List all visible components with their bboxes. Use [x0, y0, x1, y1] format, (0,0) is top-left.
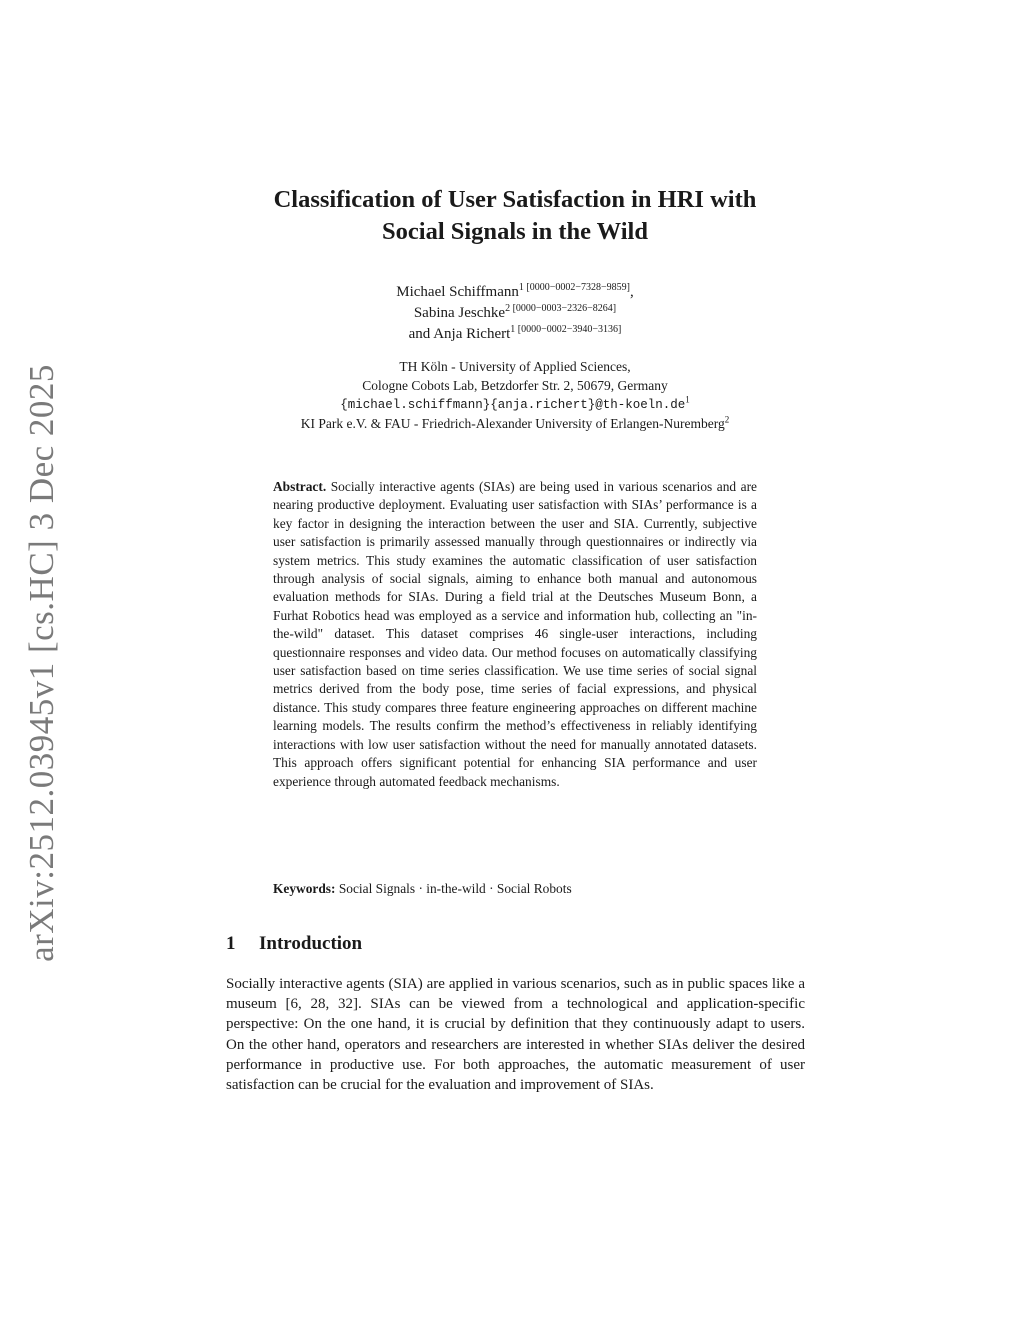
- author-name: and Anja Richert: [408, 326, 511, 342]
- abstract-label: Abstract.: [273, 479, 327, 494]
- introduction-paragraph: Socially interactive agents (SIA) are applied in various scenarios, such as in public spaces like a museum [6, 28, 32]. SIAs can be viewed from a technological and application-specific perspective: On the one hand, it is crucial by definition that they continuously adapt to users. On the other hand, operators and researchers are interested in whether SIAs deliver the desired performance in productive use. For both approaches, the automatic measurement of user satisfaction can be crucial for the evaluation and improvement of SIAs.: [226, 976, 805, 1094]
- paper-title-line-1: Classification of User Satisfaction in HRI with: [273, 186, 757, 213]
- author-line: [300, 303, 730, 324]
- section-title: Introduction: [259, 933, 363, 954]
- arxiv-identifier-stamp: [14, 364, 70, 962]
- author-separator: ,: [629, 284, 634, 300]
- keywords: [273, 880, 757, 898]
- arxiv-identifier-text: arXiv:2512.03945v1 [cs.HC] 3 Dec 2025: [22, 364, 62, 962]
- author-affiliation-orcid: 2 [0000−0003−2326−8264]: [505, 303, 617, 314]
- author-name: Michael Schiffmann: [396, 284, 519, 300]
- section-number: 1: [226, 933, 236, 954]
- section-heading: [226, 931, 362, 957]
- affiliation-marker: 2: [724, 414, 730, 424]
- keywords-label: Keywords:: [273, 881, 336, 896]
- author-name: Sabina Jeschke: [413, 305, 506, 321]
- affiliation-line: [200, 415, 830, 434]
- affiliation-line: TH Köln - University of Applied Sciences,: [399, 359, 631, 374]
- abstract-text: Socially interactive agents (SIAs) are being used in various scenarios and are nearing productive deployment. Evaluating user satisfaction with SIAs’ performance is a key factor in designing the interaction between the user and SIA. Currently, subjective user satisfaction is primarily assessed manually through questionnaires or indirectly via system metrics. This study examines the automatic classification of user satisfaction through analysis of social signals, aiming to enhance both manual and autonomous evaluation methods for SIAs. During a field trial at the Deutsches Museum Bonn, a Furhat Robotics head was employed as a service and information hub, collecting an "in-the-wild" dataset. This dataset comprises 46 single-user interactions, including questionnaire responses and video data. Our method focuses on automatically classifying user satisfaction based on time series classification. We use time series of social signal metrics derived from the body pose, time series of facial expressions, and physical distance. This study compares three feature engineering approaches on different machine learning models. The results confirm the method’s effectiveness in reliably identifying interactions with low user satisfaction without the need for manually annotated datasets. This approach offers significant potential for enhancing SIA performance and user experience through automated feedback mechanisms.: [273, 479, 757, 789]
- author-affiliation-orcid: 1 [0000−0002−7328−9859]: [518, 282, 630, 293]
- abstract: [273, 478, 757, 791]
- author-line: [300, 282, 730, 303]
- author-affiliation-orcid: 1 [0000−0002−3940−3136]: [510, 324, 622, 335]
- affiliation-second-institution: KI Park e.V. & FAU - Friedrich-Alexander University of Erlangen-Nuremberg: [300, 415, 725, 431]
- email-affiliation-marker: 1: [685, 394, 690, 405]
- keywords-text: Social Signals · in-the-wild · Social Robots: [338, 881, 572, 896]
- author-list: [300, 282, 730, 345]
- email-addresses: {michael.schiffmann}{anja.richert}@th-koeln.de: [340, 398, 686, 412]
- affiliations: [200, 358, 830, 433]
- affiliation-emails: [200, 395, 830, 415]
- paper-title: [200, 184, 830, 248]
- paper-title-line-2: Social Signals in the Wild: [382, 218, 648, 245]
- author-line: [300, 324, 730, 345]
- affiliation-line: Cologne Cobots Lab, Betzdorfer Str. 2, 50679, Germany: [362, 377, 668, 393]
